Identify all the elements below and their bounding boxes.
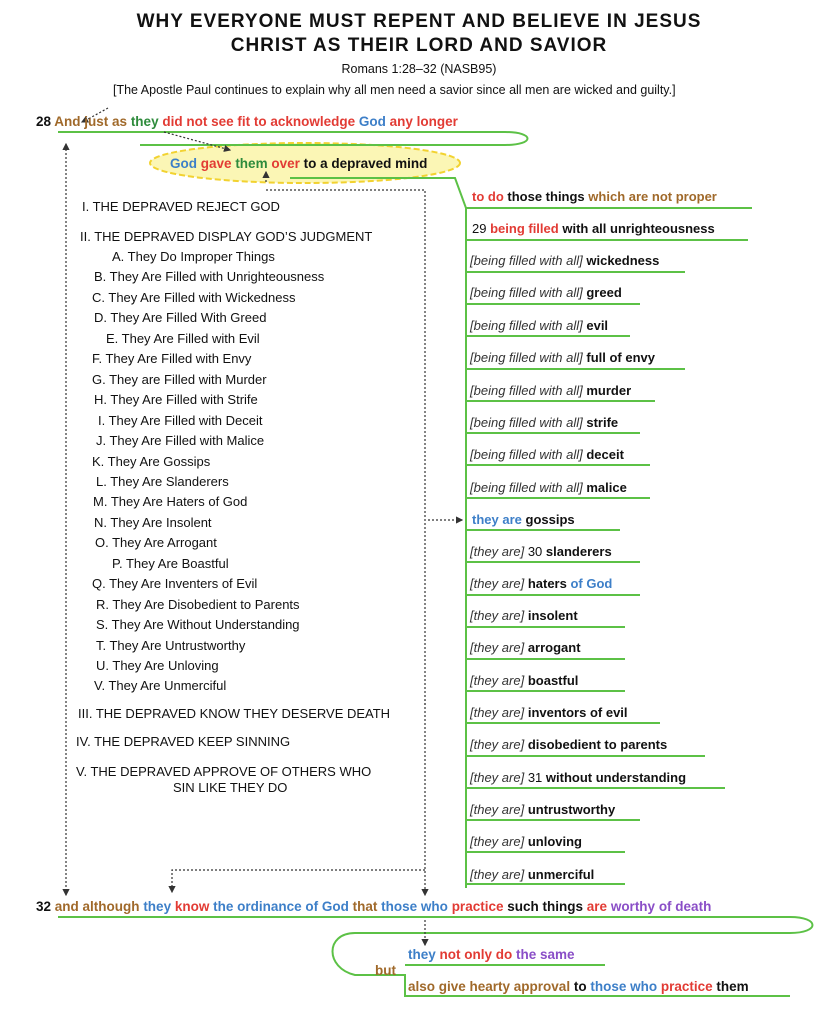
right-row-prefix: [they are] <box>470 834 525 850</box>
right-row <box>470 285 622 300</box>
right-row-word: to do <box>472 189 504 204</box>
right-row <box>470 253 659 268</box>
right-row <box>470 705 628 720</box>
outline-subpoint: I. They Are Filled with Deceit <box>98 412 263 428</box>
right-row-word: boastful <box>527 672 579 688</box>
right-row-word: deceit <box>586 447 624 463</box>
main-clause-word: them <box>235 156 268 171</box>
outline-point-IV: IV. THE DEPRAVED KEEP SINNING <box>76 734 291 749</box>
main-trunk-line <box>290 178 466 888</box>
final-clause-1 <box>408 947 575 962</box>
right-row-word: they are <box>472 512 522 527</box>
right-row <box>470 350 655 365</box>
final-word: the same <box>516 947 575 962</box>
final-word: practice <box>660 979 713 994</box>
right-row <box>470 415 618 430</box>
outline-subpoint: P. They Are Boastful <box>112 555 229 571</box>
outline-subpoint: M. They Are Haters of God <box>93 494 248 510</box>
right-row-prefix: [they are] <box>470 802 525 817</box>
but-connector: but <box>375 963 396 978</box>
final-word: those who <box>590 979 658 994</box>
verse28-word: God <box>358 114 386 129</box>
verse32-word: worthy of death <box>610 899 712 914</box>
right-row-word: insolent <box>527 608 578 623</box>
right-row-word: disobedient to parents <box>527 737 668 753</box>
right-row-prefix: [being filled with all] <box>470 285 583 301</box>
right-row-word: full of envy <box>586 350 655 366</box>
outline-subpoint: L. They Are Slanderers <box>96 473 229 489</box>
right-row-prefix: [being filled with all] <box>470 479 583 495</box>
right-row-word: arrogant <box>527 640 581 656</box>
right-row-prefix: [they are] <box>470 672 525 688</box>
final-word: not only do <box>439 947 513 962</box>
verse28-line <box>36 114 458 129</box>
right-row-prefix: [being filled with all] <box>470 447 583 463</box>
right-row <box>470 480 627 495</box>
outline-point-I: I. THE DEPRAVED REJECT GOD <box>82 199 280 214</box>
final-word: also give hearty approval <box>408 979 571 994</box>
page-title-line1: WHY EVERYONE MUST REPENT AND BELIEVE IN JESUS <box>136 11 702 32</box>
verse-number: 31 <box>527 770 543 785</box>
verse32-line <box>36 899 711 914</box>
right-row-word: being filled <box>490 221 559 236</box>
main-clause-word: God <box>170 156 197 171</box>
right-row-word: unmerciful <box>527 866 595 882</box>
intro-note: [The Apostle Paul continues to explain why all men need a savior since all men are wicked and guilty.] <box>113 83 676 97</box>
right-row-prefix: [they are] <box>470 737 525 753</box>
verse-number: 32 <box>36 899 52 914</box>
verse28-word: any longer <box>389 114 458 129</box>
right-row <box>472 189 717 204</box>
outline-subpoint: K. They Are Gossips <box>92 453 211 469</box>
final-word: to <box>573 979 587 994</box>
right-row <box>470 867 594 882</box>
outline-subpoint: D. They Are Filled With Greed <box>94 310 267 326</box>
right-row <box>470 834 582 849</box>
verse32-word: the ordinance of God <box>213 899 349 914</box>
right-row-word: wickedness <box>586 253 660 268</box>
right-row <box>470 673 578 688</box>
final-clause-2 <box>408 979 749 994</box>
outline-subpoint: U. They Are Unloving <box>96 658 219 673</box>
final-word: them <box>716 979 749 994</box>
verse32-word: are <box>586 899 608 914</box>
right-row-word: which are not proper <box>588 189 717 204</box>
verse-number: 28 <box>36 114 52 129</box>
right-row <box>470 576 612 591</box>
outline-subpoint: E. They Are Filled with Evil <box>106 330 260 346</box>
outline-subpoint: B. They Are Filled with Unrighteousness <box>94 269 325 285</box>
right-row-word: gossips <box>525 512 575 527</box>
main-clause <box>170 156 427 171</box>
right-row-word: with all unrighteousness <box>562 221 715 236</box>
right-row <box>470 318 608 333</box>
outline-subpoint: G. They are Filled with Murder <box>92 371 267 387</box>
right-row <box>470 770 686 785</box>
right-row-prefix: [they are] <box>470 866 525 882</box>
outline-subpoint: Q. They Are Inventers of Evil <box>92 576 258 592</box>
right-row-word: greed <box>586 285 622 301</box>
outline-subpoint: C. They Are Filled with Wickedness <box>92 289 296 305</box>
verse28-word: And just as <box>54 114 128 129</box>
right-row-prefix: [being filled with all] <box>470 253 583 268</box>
right-row <box>470 802 615 817</box>
outline-point-II: II. THE DEPRAVED DISPLAY GOD’S JUDGMENT <box>80 229 373 244</box>
right-row <box>470 608 578 623</box>
verse28-word: they <box>130 114 159 129</box>
verse32-word: those who <box>381 899 448 914</box>
outline-subpoint: T. They Are Untrustworthy <box>96 637 246 653</box>
right-row-word: evil <box>586 317 609 333</box>
right-row-word: strife <box>586 415 619 430</box>
verse32-word: they <box>143 899 172 914</box>
verse28-word: did not see fit to acknowledge <box>162 114 356 129</box>
verse-number: 29 <box>472 221 487 236</box>
right-row-prefix: [they are] <box>470 640 525 656</box>
right-row <box>470 737 667 752</box>
outline-subpoint: N. They Are Insolent <box>94 514 212 530</box>
verse32-word: such things <box>507 899 583 914</box>
verse32-word: practice <box>451 899 504 914</box>
right-row-word: of God <box>570 576 613 591</box>
right-row-word: malice <box>586 479 627 495</box>
right-row-prefix: [they are] <box>470 544 525 559</box>
right-row-prefix: [being filled with all] <box>470 415 583 430</box>
outline-subpoint: F. They Are Filled with Envy <box>92 351 252 367</box>
right-row-word: haters <box>527 576 567 591</box>
outline-point-V-line1: V. THE DEPRAVED APPROVE OF OTHERS WHO <box>76 764 372 779</box>
right-row-word: slanderers <box>545 544 612 559</box>
right-row-word: unloving <box>527 834 582 850</box>
right-row-prefix: [being filled with all] <box>470 382 583 398</box>
verse-number: 30 <box>527 544 543 559</box>
outline-subpoint: S. They Are Without Understanding <box>96 617 300 633</box>
outline-subpoint: J. They Are Filled with Malice <box>96 433 265 449</box>
main-clause-word: gave <box>200 156 232 171</box>
right-row-prefix: [they are] <box>470 608 525 623</box>
right-row-word: untrustworthy <box>527 802 616 817</box>
verse32-word: and although <box>54 899 140 914</box>
right-row-word: those things <box>507 189 585 204</box>
right-row-prefix: [being filled with all] <box>470 350 583 366</box>
right-row <box>470 640 581 655</box>
right-row-prefix: [being filled with all] <box>470 317 583 333</box>
verse32-word: that <box>352 899 378 914</box>
right-row-prefix: [they are] <box>470 704 525 720</box>
scripture-reference: Romans 1:28–32 (NASB95) <box>341 62 497 76</box>
main-clause-word: over <box>271 156 300 171</box>
final-word: they <box>408 947 436 962</box>
outline-subpoint: O. They Are Arrogant <box>95 535 217 551</box>
outline-point-V-line2: SIN LIKE THEY DO <box>173 780 288 795</box>
main-clause-word: to a depraved mind <box>303 156 428 171</box>
outline-subpoint: R. They Are Disobedient to Parents <box>96 596 300 612</box>
right-row <box>470 447 624 462</box>
page-title-line2: CHRIST AS THEIR LORD AND SAVIOR <box>230 35 608 56</box>
right-row <box>470 383 631 398</box>
outline-subpoint: V. They Are Unmerciful <box>94 678 227 694</box>
outline-subpoint: A. They Do Improper Things <box>112 249 275 264</box>
right-row-prefix: [they are] <box>470 576 525 591</box>
right-row-prefix: [they are] <box>470 770 525 785</box>
right-row <box>472 512 575 527</box>
outline-subpoint: H. They Are Filled with Strife <box>94 392 258 408</box>
verse32-word: know <box>174 899 210 914</box>
right-row <box>470 544 612 559</box>
outline-point-III: III. THE DEPRAVED KNOW THEY DESERVE DEATH <box>78 706 391 721</box>
right-row-word: inventors of evil <box>527 704 628 720</box>
right-row-word: murder <box>586 382 632 398</box>
right-row <box>472 221 715 236</box>
right-row-word: without understanding <box>545 770 687 785</box>
